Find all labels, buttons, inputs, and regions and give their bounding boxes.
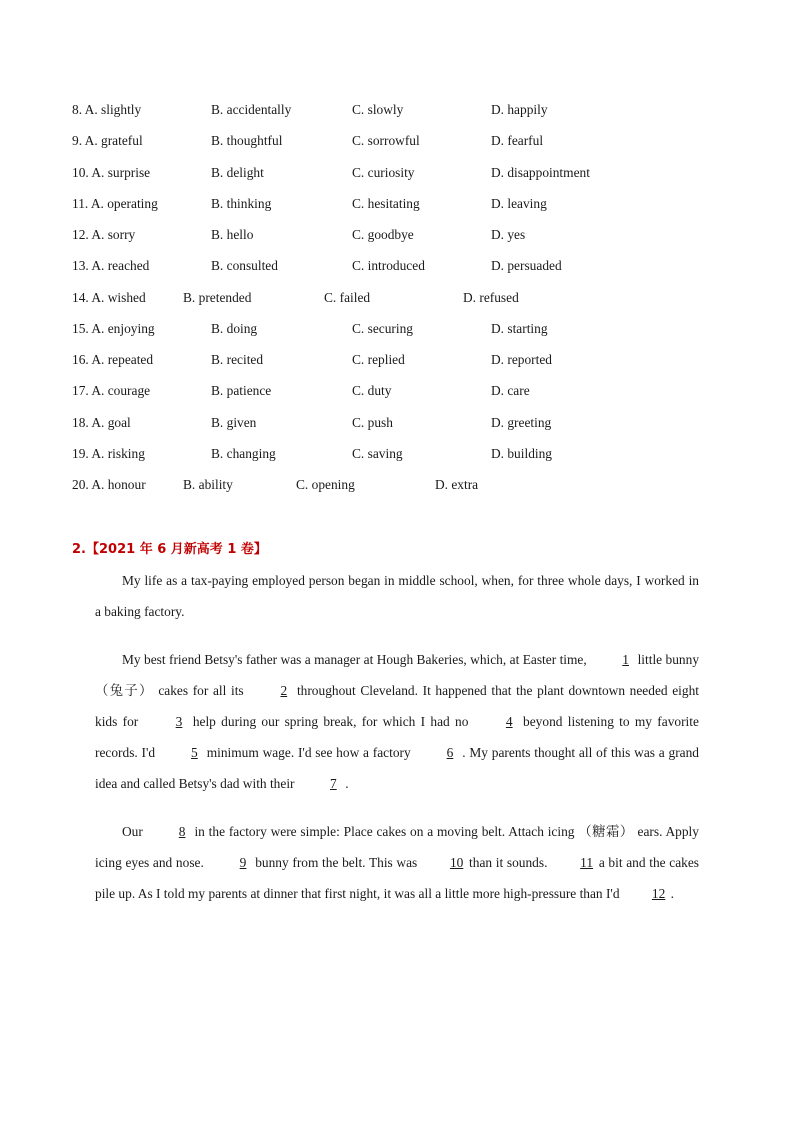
option-d: D. reported	[491, 352, 552, 367]
option-b: B. hello	[211, 227, 254, 242]
option-c: C. saving	[352, 445, 403, 461]
option-d: D. leaving	[491, 195, 547, 211]
option-c: C. goodbye	[352, 227, 414, 242]
option-c: C. replied	[352, 352, 405, 367]
option-row	[72, 414, 712, 445]
option-row	[72, 101, 712, 132]
option-d: D. disappointment	[491, 164, 590, 180]
option-d: D. refused	[463, 289, 519, 305]
option-b: B. delight	[211, 164, 264, 180]
option-d: D. yes	[491, 227, 526, 242]
option-row	[72, 289, 712, 320]
option-c: C. introduced	[352, 258, 425, 274]
blank-10: 10	[449, 855, 464, 870]
option-b: B. changing	[211, 445, 276, 461]
passage-paragraph-3: Our 8 in the factory were simple: Place cakes on a moving belt. Attach icing （糖霜） ears. Apply icing eyes and nose. 9 bunny from the belt. This was 10 than it sounds. 11 a bit and the cakes pile up. As I told my parents at dinner that first night, it was all a little more high-pressure than I'd 12 .	[95, 816, 699, 909]
option-a: 9. A. grateful	[72, 133, 143, 149]
reading-passage	[95, 565, 699, 926]
option-d: D. happily	[491, 102, 548, 117]
option-c: C. push	[352, 414, 393, 430]
blank-12: 12	[651, 886, 666, 901]
option-a: 10. A. surprise	[72, 164, 151, 180]
option-b: B. accidentally	[211, 102, 292, 117]
option-d: D. fearful	[491, 133, 544, 149]
option-b: B. thinking	[211, 195, 272, 211]
option-row	[72, 164, 712, 195]
option-c: C. securing	[352, 320, 413, 336]
option-a: 20. A. honour	[72, 477, 146, 492]
blank-1: 1	[622, 652, 629, 667]
option-d: D. building	[491, 445, 553, 461]
option-row	[72, 445, 712, 476]
option-row	[72, 351, 712, 382]
option-b: B. consulted	[211, 258, 278, 274]
blank-5: 5	[191, 745, 198, 760]
option-row	[72, 382, 712, 413]
option-row	[72, 195, 712, 226]
option-row	[72, 320, 712, 351]
option-d: D. extra	[435, 477, 479, 492]
option-a: 17. A. courage	[72, 383, 151, 399]
option-c: C. curiosity	[352, 164, 415, 180]
option-b: B. pretended	[183, 289, 252, 305]
option-a: 13. A. reached	[72, 258, 150, 274]
option-c: C. hesitating	[352, 195, 420, 211]
option-d: D. persuaded	[491, 258, 562, 274]
blank-8: 8	[178, 824, 186, 839]
option-a: 11. A. operating	[72, 195, 158, 211]
option-row	[72, 132, 712, 163]
option-a: 15. A. enjoying	[72, 320, 155, 336]
passage-paragraph-1: My life as a tax-paying employed person began in middle school, when, for three whole days, I worked in a baking factory.	[95, 573, 699, 619]
blank-11: 11	[580, 855, 594, 870]
option-c: C. sorrowful	[352, 133, 420, 149]
blank-4: 4	[505, 714, 513, 729]
option-row	[72, 476, 712, 507]
section-heading: 2.【2021 年 6 月新高考 1 卷】	[72, 542, 267, 557]
option-a: 14. A. wished	[72, 289, 146, 305]
blank-7: 7	[330, 776, 337, 791]
option-b: B. ability	[183, 477, 233, 492]
option-c: C. slowly	[352, 102, 404, 117]
answer-options-list	[72, 101, 712, 507]
option-d: D. care	[491, 383, 530, 399]
option-b: B. recited	[211, 352, 264, 367]
option-a: 19. A. risking	[72, 445, 145, 461]
blank-3: 3	[175, 714, 183, 729]
option-b: B. doing	[211, 320, 258, 336]
option-b: B. thoughtful	[211, 133, 283, 149]
option-c: C. failed	[324, 289, 371, 305]
option-d: D. starting	[491, 320, 548, 336]
blank-9: 9	[239, 855, 247, 870]
blank-2: 2	[280, 683, 288, 698]
option-d: D. greeting	[491, 414, 552, 430]
option-c: C. opening	[296, 477, 355, 492]
option-a: 8. A. slightly	[72, 102, 142, 117]
option-a: 12. A. sorry	[72, 227, 136, 242]
blank-6: 6	[446, 745, 454, 760]
option-b: B. given	[211, 414, 257, 430]
option-row	[72, 226, 712, 257]
option-a: 18. A. goal	[72, 414, 131, 430]
option-a: 16. A. repeated	[72, 352, 154, 367]
passage-paragraph-2: My best friend Betsy's father was a manager at Hough Bakeries, which, at Easter time, 1 little bunny（兔子） cakes for all its 2 throughout Cleveland. It happened that the plant downtown needed eight kids for 3 help during our spring break, for which I had no 4 beyond listening to my favorite records. I'd 5 minimum wage. I'd see how a factory 6 . My parents thought all of this was a grand idea and called Betsy's dad with their 7 .	[95, 644, 699, 799]
option-c: C. duty	[352, 383, 392, 399]
option-b: B. patience	[211, 383, 272, 399]
option-row	[72, 257, 712, 288]
